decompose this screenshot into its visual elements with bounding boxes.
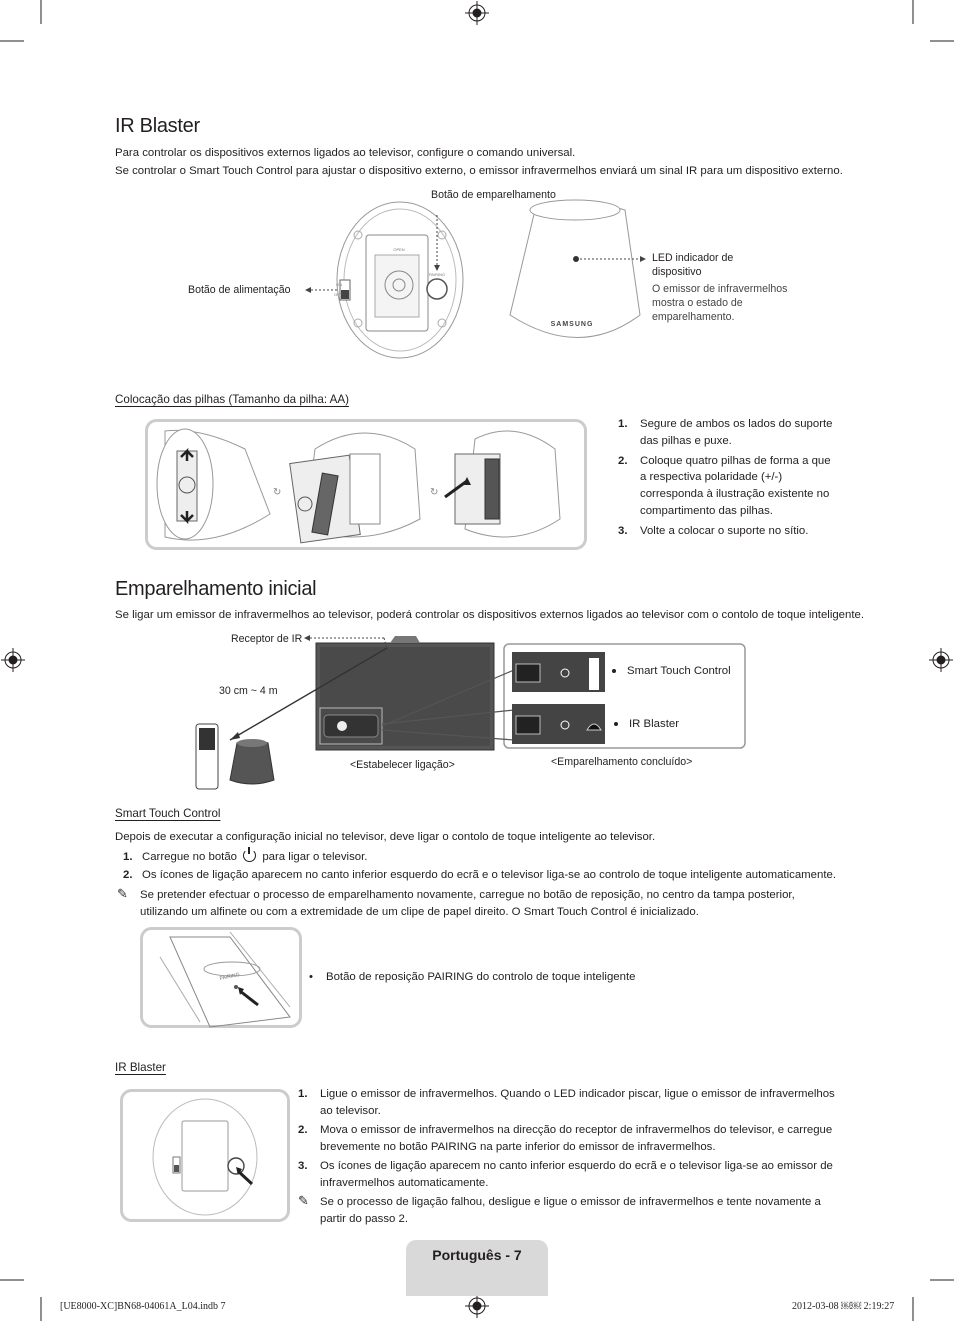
page-tab	[406, 1240, 548, 1296]
registration-mark-right	[929, 648, 953, 672]
device-text-pairing: PAIRING	[428, 272, 446, 277]
svg-text:↻: ↻	[430, 487, 439, 498]
label-pairing-button: Botão de emparelhamento	[431, 189, 556, 201]
ir-step3-number: 3.	[298, 1160, 308, 1172]
ir-step2-pre: Mova o emissor de infravermelhos na direcção do receptor de infravermelhos do televisor, e carregue brevemente no botão	[320, 1124, 833, 1153]
remote-reset-illustration	[140, 927, 302, 1028]
batteries-step-2	[618, 453, 838, 520]
reset-bullet-text	[326, 969, 635, 986]
tv-illustration	[316, 636, 494, 750]
section-title-pairing: Emparelhamento inicial	[115, 578, 317, 600]
ir-note-pencil-icon: ✎	[298, 1193, 309, 1208]
ir-blaster-side-view	[510, 200, 646, 338]
smart-touch-step1-number: 1.	[123, 851, 133, 863]
pair-row-ir-blaster	[512, 704, 605, 744]
step1-text-post: para ligar o televisor.	[262, 851, 368, 863]
power-icon	[243, 849, 256, 862]
page-number-label: Português - 7	[432, 1247, 522, 1263]
ir-step2	[320, 1122, 835, 1156]
samsung-logo-text: SAMSUNG	[550, 321, 594, 328]
label-led-title-line1: LED indicador de	[652, 252, 734, 264]
step-text: Segure de ambos os lados do suporte das pilhas e puxe.	[640, 418, 833, 447]
reset-text-pre: Botão de reposição	[326, 971, 425, 983]
smart-touch-intro: Depois de executar a configuração inicial no televisor, deve ligar o contolo de toque inteligente ao televisor.	[115, 831, 656, 843]
smart-touch-heading: Smart Touch Control	[115, 807, 221, 820]
label-led-desc-line1: O emissor de infravermelhos	[652, 283, 788, 295]
ir-step1: Ligue o emissor de infravermelhos. Quando o LED indicador piscar, ligue o emissor de infravermelhos ao televisor.	[320, 1088, 835, 1117]
label-ir-receiver: Receptor de IR	[231, 633, 303, 645]
step-number: 1.	[618, 418, 628, 430]
remote-pairing-text: PAIRING	[219, 971, 241, 982]
step1-text-pre: Carregue no botão	[142, 851, 237, 863]
reset-bullet-dot: •	[309, 971, 313, 983]
label-distance: 30 cm ~ 4 m	[219, 685, 278, 697]
batteries-heading: Colocação das pilhas (Tamanho da pilha: AA)	[115, 393, 349, 406]
label-led-title-line2: dispositivo	[652, 266, 702, 278]
smart-touch-step2: Os ícones de ligação aparecem no canto inferior esquerdo do ecrã e o televisor liga-se ao controlo de toque inteligente automaticamente.	[142, 869, 836, 881]
registration-mark-top	[465, 1, 489, 25]
caption-connect: <Estabelecer ligação>	[350, 759, 455, 771]
batteries-step-1	[618, 416, 838, 450]
label-led-desc-line3: emparelhamento.	[652, 311, 735, 323]
note-pencil-icon: ✎	[117, 886, 128, 901]
batteries-illustration	[145, 419, 587, 550]
ir-step3: Os ícones de ligação aparecem no canto inferior esquerdo do ecrã e o televisor liga-se ao emissor de infravermelhos automaticamente.	[320, 1160, 833, 1189]
device-text-on: ON	[336, 282, 342, 287]
ir-blaster-pairing-illustration	[120, 1089, 290, 1222]
ir-note: Se o processo de ligação falhou, desligue e ligue o emissor de infravermelhos e tente novamente a partir do passo 2.	[320, 1196, 821, 1225]
pairing-diagram	[190, 630, 750, 795]
step-number: 3.	[618, 524, 628, 537]
pair-label-smart-touch: Smart Touch Control	[627, 665, 731, 677]
device-text-open: OPEN	[393, 247, 405, 252]
caption-done: <Emparelhamento concluído>	[551, 756, 693, 768]
step-number: 2.	[618, 454, 628, 467]
label-power-button: Botão de alimentação	[188, 284, 291, 296]
section-title-ir-blaster: IR Blaster	[115, 115, 200, 137]
remote-illustration	[196, 724, 218, 789]
smart-touch-step1	[142, 849, 367, 866]
step-text: Volte a colocar o suporte no sítio.	[640, 524, 809, 537]
ir-step2-post: na parte inferior do emissor de infravermelhos.	[480, 1141, 716, 1153]
footer-left: [UE8000-XC]BN68-04061A_L04.indb 7	[60, 1301, 226, 1312]
svg-text:↻: ↻	[273, 487, 282, 498]
registration-mark-bottom	[465, 1294, 489, 1318]
ir-blaster-heading: IR Blaster	[115, 1061, 166, 1074]
label-led-desc-line2: mostra o estado de	[652, 297, 743, 309]
pair-label-ir-blaster: IR Blaster	[629, 718, 680, 730]
reset-text-post: do controlo de toque inteligente	[476, 971, 636, 983]
smart-touch-step2-number: 2.	[123, 869, 133, 881]
ir-blaster-bottom-view	[305, 202, 463, 358]
ir-step2-bold: PAIRING	[430, 1141, 477, 1153]
registration-mark-left	[1, 648, 25, 672]
batteries-step-3	[618, 523, 838, 540]
reset-text-bold: PAIRING	[427, 971, 474, 983]
pairing-intro: Se ligar um emissor de infravermelhos ao televisor, poderá controlar os dispositivos externos ligados ao televisor com o contolo de toque inteligente.	[115, 609, 865, 621]
ir-step1-number: 1.	[298, 1088, 308, 1100]
batteries-steps	[618, 416, 838, 543]
ir-blaster-para2: Se controlar o Smart Touch Control para ajustar o dispositivo externo, o emissor infravermelhos enviará um sinal IR para um dispositivo externo.	[115, 165, 843, 177]
pair-row-smart-touch	[512, 652, 605, 692]
device-text-off: OFF	[334, 292, 342, 297]
step-text: Coloque quatro pilhas de forma a que a respectiva polaridade (+/-) corresponda à ilustração existente no compartimento das pilhas.	[640, 454, 831, 517]
ir-blaster-para1: Para controlar os dispositivos externos ligados ao televisor, configure o comando universal.	[115, 147, 576, 159]
ir-blaster-small-illustration	[230, 739, 274, 784]
footer-right: 2012-03-08 ￼￼ 2:19:27	[792, 1301, 895, 1312]
ir-step2-number: 2.	[298, 1124, 308, 1136]
smart-touch-note: Se pretender efectuar o processo de emparelhamento novamente, carregue no botão de reposição, no centro da tampa posterior, utilizando um alfinete ou com a extremidade de um clipe de papel direito. O Smart Touch Control é inicializado.	[140, 889, 795, 918]
